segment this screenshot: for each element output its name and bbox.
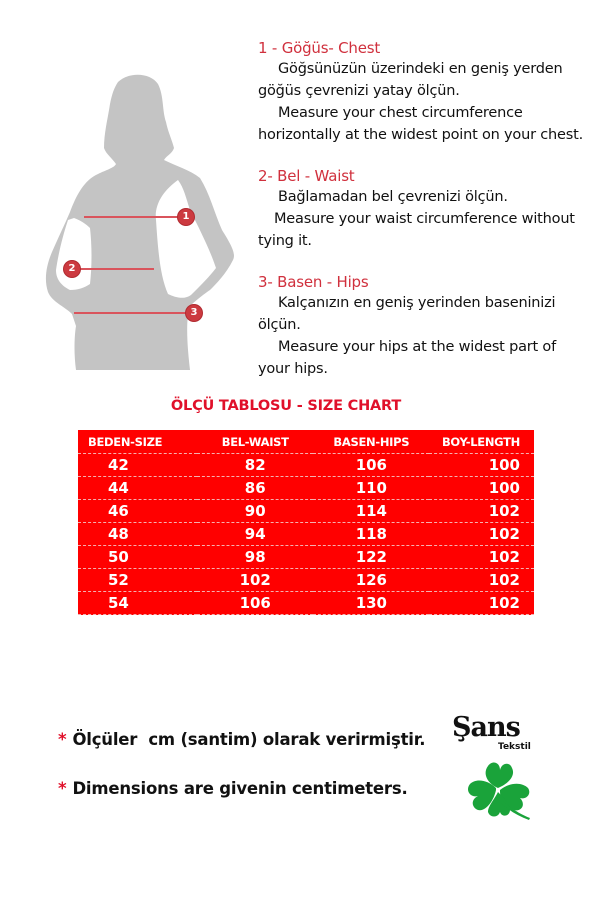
cell-length: 102	[429, 569, 534, 592]
header-hips: BASEN-HIPS	[313, 430, 429, 454]
cell-hips: 106	[313, 454, 429, 477]
cell-waist: 98	[197, 546, 313, 569]
instruction-line: Measure your hips at the widest part of	[278, 339, 557, 355]
asterisk-icon: *	[58, 730, 67, 749]
logo-name: Şans	[452, 712, 520, 743]
cell-length: 102	[429, 546, 534, 569]
instruction-chest	[258, 38, 598, 146]
table-row	[78, 569, 534, 592]
instruction-line: tying it.	[258, 233, 312, 249]
instruction-line: ölçün.	[258, 317, 301, 333]
marker-chest: 1	[178, 209, 194, 225]
cell-size: 54	[78, 592, 197, 615]
header-length: BOY-LENGTH	[429, 430, 534, 454]
cell-length: 102	[429, 500, 534, 523]
cell-waist: 82	[197, 454, 313, 477]
note-text: Dimensions are givenin centimeters.	[72, 779, 408, 798]
cell-length: 102	[429, 523, 534, 546]
instruction-line: Bağlamadan bel çevrenizi ölçün.	[278, 189, 508, 205]
table-row	[78, 546, 534, 569]
cell-size: 50	[78, 546, 197, 569]
header-size: BEDEN-SIZE	[78, 430, 197, 454]
measurement-instructions	[258, 38, 598, 398]
table-row	[78, 500, 534, 523]
cell-waist: 102	[197, 569, 313, 592]
cell-length: 100	[429, 454, 534, 477]
instruction-line: Göğsünüzün üzerindeki en geniş yerden	[278, 61, 563, 77]
size-chart-table	[78, 430, 534, 615]
silhouette-illustration	[40, 70, 240, 370]
cell-size: 42	[78, 454, 197, 477]
instruction-line: göğüs çevrenizi yatay ölçün.	[258, 83, 460, 99]
instruction-hips	[258, 272, 598, 380]
cell-size: 44	[78, 477, 197, 500]
asterisk-icon: *	[58, 779, 67, 798]
instruction-line: Measure your chest circumference	[278, 105, 523, 121]
marker-waist: 2	[64, 261, 80, 277]
cell-size: 48	[78, 523, 197, 546]
cell-waist: 86	[197, 477, 313, 500]
body-measurement-figure	[40, 70, 240, 370]
cell-hips: 122	[313, 546, 429, 569]
cell-waist: 90	[197, 500, 313, 523]
logo-subtitle: Tekstil	[498, 742, 531, 752]
table-row	[78, 523, 534, 546]
cell-waist: 106	[197, 592, 313, 615]
instruction-line: your hips.	[258, 361, 328, 377]
instruction-line: horizontally at the widest point on your chest.	[258, 127, 583, 143]
four-leaf-clover-icon	[466, 760, 536, 822]
instruction-waist	[258, 166, 598, 252]
cell-hips: 118	[313, 523, 429, 546]
table-header-row	[78, 430, 534, 454]
table-row	[78, 477, 534, 500]
size-chart-title: ÖLÇÜ TABLOSU - SIZE CHART	[170, 398, 402, 414]
cell-hips: 110	[313, 477, 429, 500]
cell-size: 52	[78, 569, 197, 592]
cell-length: 100	[429, 477, 534, 500]
note-text: Ölçüler cm (santim) olarak verirmiştir.	[72, 730, 426, 749]
table-row	[78, 592, 534, 615]
cell-size: 46	[78, 500, 197, 523]
section-title: 3- Basen - Hips	[258, 273, 369, 291]
cell-hips: 114	[313, 500, 429, 523]
instruction-line: Kalçanızın en geniş yerinden baseninizi	[278, 295, 556, 311]
cell-waist: 94	[197, 523, 313, 546]
instruction-line: Measure your waist circumference without	[274, 211, 575, 227]
cell-length: 102	[429, 592, 534, 615]
header-waist: BEL-WAIST	[197, 430, 313, 454]
brand-logo	[452, 712, 552, 822]
marker-hips: 3	[186, 305, 202, 321]
table-row	[78, 454, 534, 477]
section-title: 2- Bel - Waist	[258, 167, 355, 185]
cell-hips: 126	[313, 569, 429, 592]
section-title: 1 - Göğüs- Chest	[258, 39, 381, 57]
note-turkish	[58, 730, 425, 749]
cell-hips: 130	[313, 592, 429, 615]
note-english	[58, 779, 408, 798]
